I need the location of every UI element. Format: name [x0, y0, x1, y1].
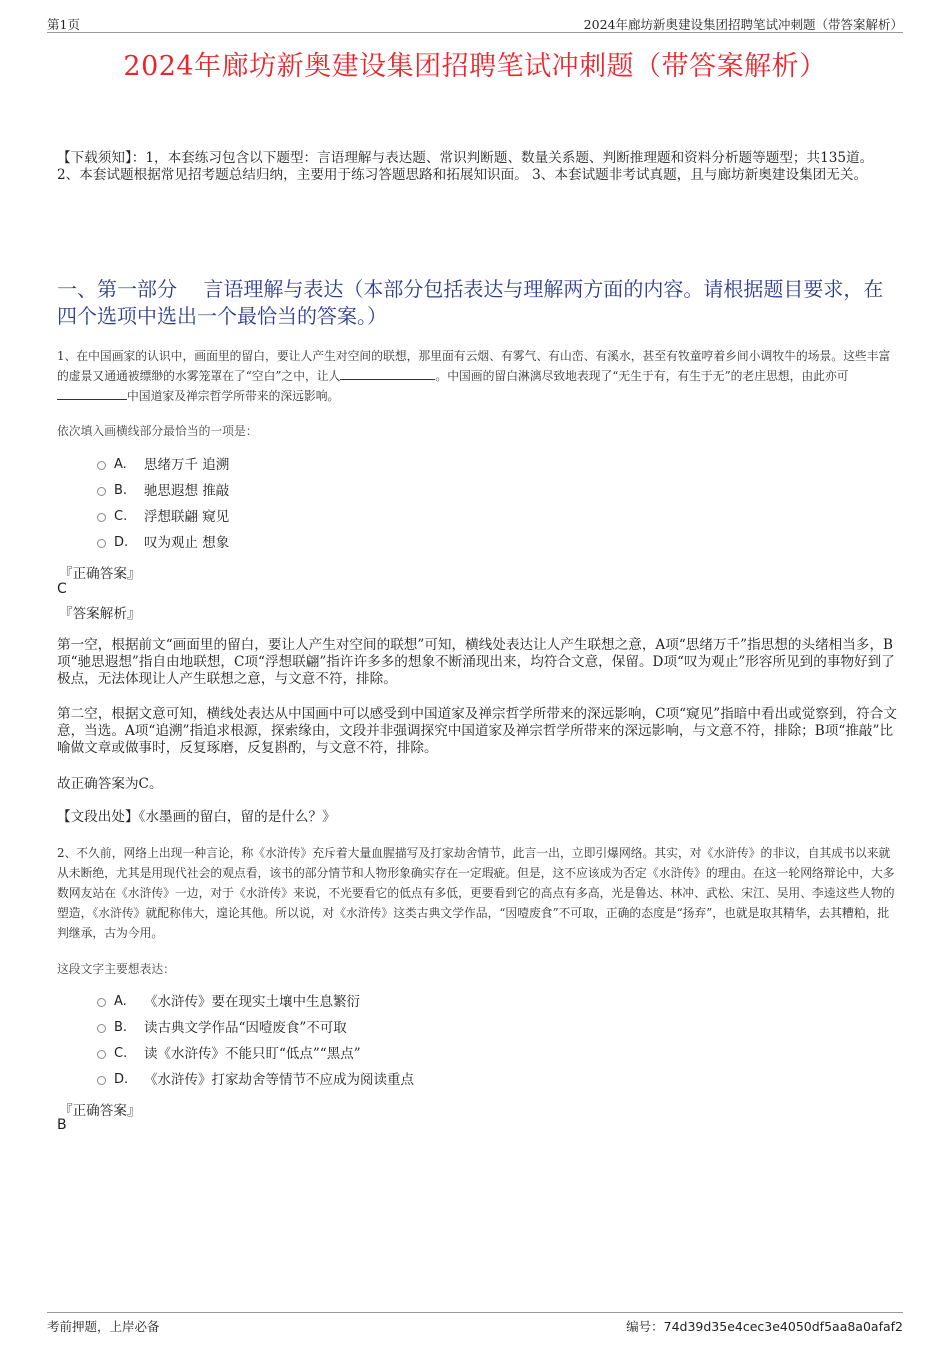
question-2-options	[97, 989, 414, 1093]
question-1-text-a: 1、在中国画家的认识中，画面里的留白，要让人产生对空间的联想，那里面有云烟、有雾气、有山峦、有溪水，甚至有牧童哼着乡间小调牧牛的场景。这些丰富的虚景又通通被缥缈的水雾笼罩在了“空白”之中，让人	[57, 349, 891, 383]
question-1-text	[57, 346, 899, 406]
document-title: 2024年廊坊新奥建设集团招聘笔试冲刺题（带答案解析）	[123, 51, 827, 82]
option-letter: C.	[114, 509, 128, 524]
radio-icon[interactable]	[97, 1076, 106, 1085]
option-letter: D.	[114, 535, 129, 550]
option-text: 叹为观止 想象	[144, 535, 230, 551]
radio-icon[interactable]	[97, 998, 106, 1007]
answer-value: C	[57, 581, 67, 597]
answer-label: 『正确答案』	[59, 566, 141, 582]
option-letter: B.	[114, 483, 128, 498]
option-text: 浮想联翩 窥见	[144, 509, 230, 525]
option-letter: B.	[114, 1020, 128, 1035]
analysis-paragraph-2: 第二空，根据文意可知，横线处表达从中国画中可以感受到中国道家及禅宗哲学所带来的深远影响，C项“窥见”指暗中看出或觉察到，符合文意，当选。A项“追溯”指追求根源，探索缘由，文段并非强调探究中国道家及禅宗哲学所带来的深远影响，与文意不符，排除；B项“推敲”比喻做文章或做事时，反复琢磨，反复斟酌，与文意不符，排除。	[57, 706, 897, 756]
analysis-conclusion: 故正确答案为C。	[57, 776, 163, 792]
option-c[interactable]	[97, 1041, 414, 1067]
option-text: 思绪万千 追溯	[144, 457, 230, 473]
blank-1	[340, 367, 435, 380]
option-letter: D.	[114, 1072, 129, 1087]
option-b[interactable]	[97, 478, 229, 504]
question-2-prompt: 这段文字主要想表达：	[57, 962, 175, 976]
answer-label: 『正确答案』	[59, 1103, 141, 1119]
page-header	[47, 14, 903, 33]
question-1-text-c: 中国道家及禅宗哲学所带来的深远影响。	[127, 389, 340, 403]
page-footer	[47, 1312, 903, 1333]
radio-icon[interactable]	[97, 1024, 106, 1033]
footer-code-value: 74d39d35e4cec3e4050df5aa8a0afaf2	[663, 1319, 903, 1334]
option-text: 驰思遐想 推敲	[144, 483, 230, 499]
option-text: 读古典文学作品“因噎废食”不可取	[144, 1020, 347, 1036]
question-1-text-b: 。中国画的留白淋漓尽致地表现了“无生于有，有生于无”的老庄思想，由此亦可	[435, 369, 849, 383]
option-text: 读《水浒传》不能只盯“低点”“黑点”	[144, 1046, 361, 1062]
header-doc-title: 2024年廊坊新奥建设集团招聘笔试冲刺题（带答案解析）	[583, 17, 903, 32]
question-1-prompt: 依次填入画横线部分最恰当的一项是：	[57, 424, 258, 438]
blank-2	[57, 387, 127, 400]
section-heading: 一、第一部分 言语理解与表达（本部分包括表达与理解两方面的内容。请根据题目要求，在四个选项中选出一个最恰当的答案。）	[57, 277, 884, 328]
option-a[interactable]	[97, 452, 229, 478]
option-letter: A.	[114, 457, 127, 472]
page-number: 第1页	[47, 17, 80, 32]
option-a[interactable]	[97, 989, 414, 1015]
option-d[interactable]	[97, 1067, 414, 1093]
radio-icon[interactable]	[97, 461, 106, 470]
analysis-paragraph-1: 第一空，根据前文“画面里的留白，要让人产生对空间的联想”可知，横线处表达让人产生联想之意，A项“思绪万千”指思想的头绪相当多，B项“驰思遐想”指自由地联想，C项“浮想联翩”指许许多多的想象不断涌现出来，均符合文意，保留。D项“叹为观止”形容所见到的事物好到了极点，无法体现让人产生联想之意，与文意不符，排除。	[57, 637, 895, 687]
radio-icon[interactable]	[97, 487, 106, 496]
footer-code	[626, 1317, 903, 1335]
option-letter: A.	[114, 994, 127, 1009]
option-c[interactable]	[97, 504, 229, 530]
option-letter: C.	[114, 1046, 128, 1061]
radio-icon[interactable]	[97, 513, 106, 522]
option-b[interactable]	[97, 1015, 414, 1041]
source-citation: 【文段出处】《水墨画的留白，留的是什么？》	[57, 809, 336, 825]
footer-code-label: 编号：	[626, 1319, 664, 1334]
question-1-options	[97, 452, 229, 556]
footer-slogan: 考前押题，上岸必备	[47, 1319, 160, 1334]
download-notice: 【下载须知】：1，本套练习包含以下题型：言语理解与表达题、常识判断题、数量关系题、判断推理题和资料分析题等题型；共135道。 2、本套试题根据常见招考题总结归纳，主要用于练习答题思路和拓展知识面。 3、本套试题非考试真题，且与廊坊新奥建设集团无关。	[57, 150, 874, 183]
radio-icon[interactable]	[97, 539, 106, 548]
radio-icon[interactable]	[97, 1050, 106, 1059]
answer-value: B	[57, 1117, 67, 1133]
option-text: 《水浒传》打家劫舍等情节不应成为阅读重点	[144, 1072, 414, 1088]
option-text: 《水浒传》要在现实土壤中生息繁衍	[144, 994, 360, 1010]
option-d[interactable]	[97, 530, 229, 556]
analysis-label: 『答案解析』	[59, 606, 141, 622]
question-2-text: 2、不久前，网络上出现一种言论，称《水浒传》充斥着大量血腥描写及打家劫舍情节，此言一出，立即引爆网络。其实，对《水浒传》的非议，自其成书以来就从未断绝，尤其是用现代社会的观点看，该书的部分情节和人物形象确实存在一定瑕疵。但是，这不应该成为否定《水浒传》的理由。在这一轮网络辩论中，大多数网友站在《水浒传》一边，对于《水浒传》来说，不光要看它的低点有多低，更要看到它的高点有多高，光是鲁达、林冲、武松、宋江、吴用、李逵这些人物的塑造，《水浒传》就配称伟大，遑论其他。所以说，对《水浒传》这类古典文学作品，“因噎废食”不可取，正确的态度是“扬弃”，也就是取其精华，去其糟粕，批判继承，古为今用。	[57, 846, 895, 940]
